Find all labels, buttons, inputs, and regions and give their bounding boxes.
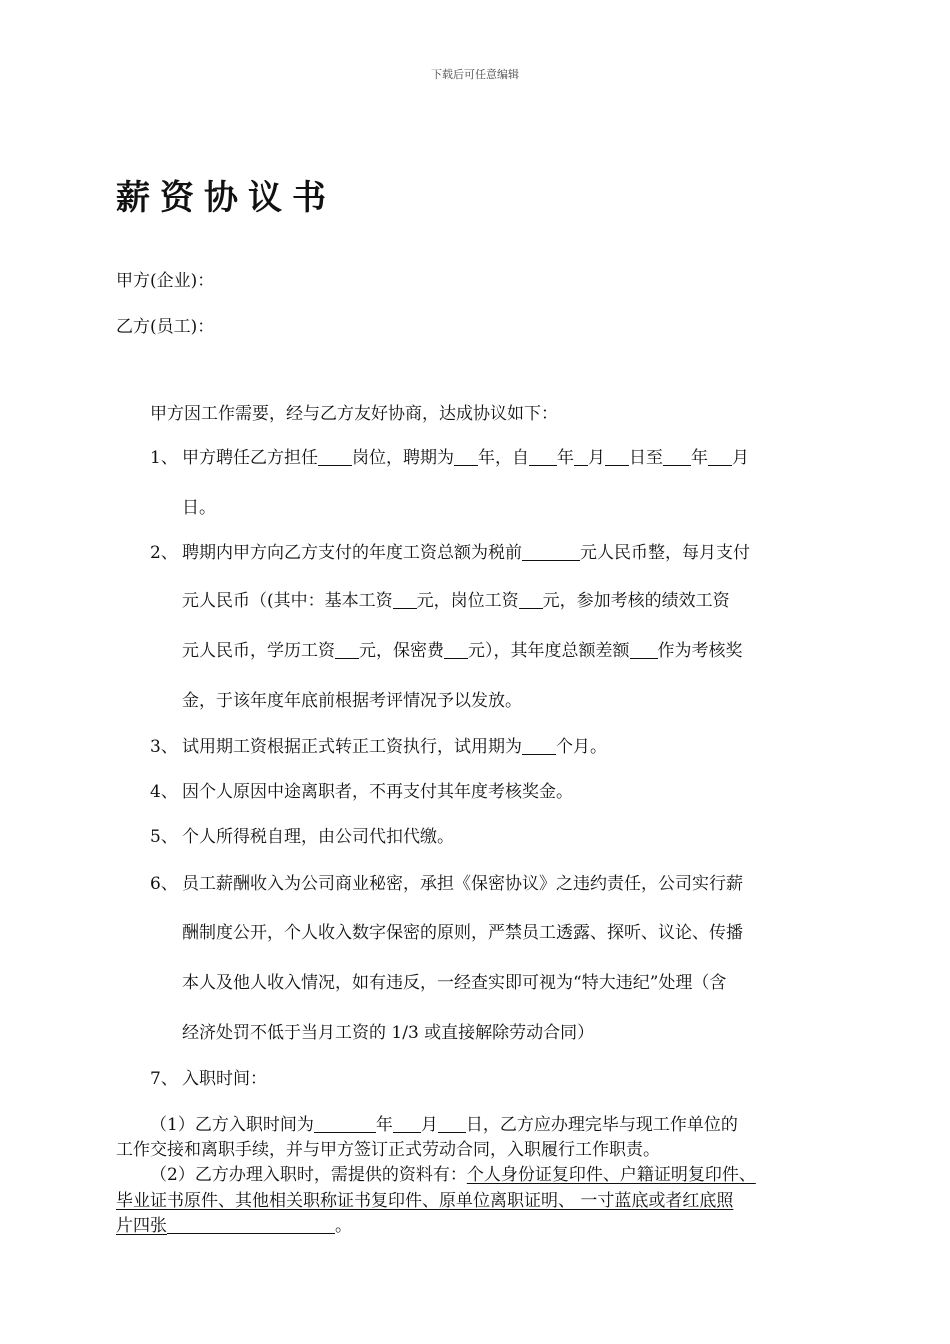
item7-text: 。 <box>335 1216 352 1236</box>
item3-text: 试用期工资根据正式转正工资执行，试用期为 <box>182 737 522 757</box>
item7-title: 入职时间： <box>182 1069 267 1089</box>
item7-sub1-line1 <box>150 1110 738 1135</box>
item2-text: 元人民币整，每月支付 <box>580 543 750 563</box>
item2-number: 2、 <box>150 543 178 563</box>
item1-line2: 日。 <box>182 498 216 518</box>
item1-number: 1、 <box>150 448 178 468</box>
difference-blank <box>630 640 658 659</box>
item4-line: 因个人原因中途离职者，不再支付其年度考核奖金。 <box>182 782 573 802</box>
item2-line4: 金，于该年度年底前根据考评情况予以发放。 <box>182 691 522 711</box>
item2-line3 <box>182 636 743 661</box>
item2-text: 元人民币（(其中：基本工资 <box>182 591 393 611</box>
annual-salary-blank <box>522 542 580 561</box>
post-salary-blank <box>519 590 543 609</box>
item7-text: 日，乙方应办理完毕与现工作单位的 <box>465 1115 738 1135</box>
item5-number: 5、 <box>150 827 178 847</box>
item6-line1: 员工薪酬收入为公司商业秘密，承担《保密协议》之违约责任，公司实行薪 <box>182 874 743 894</box>
start-year-blank <box>529 447 557 466</box>
item1-line1 <box>182 443 749 468</box>
item7-sub2-line3 <box>116 1211 352 1236</box>
item3-line <box>182 732 607 757</box>
party-b-label: 乙方(员工)： <box>116 317 215 337</box>
documents-list-end: 片四张 <box>116 1216 167 1236</box>
item2-text: 元人民币，学历工资 <box>182 641 335 661</box>
item6-line4: 经济处罚不低于当月工资的 1/3 或直接解除劳动合同） <box>182 1023 595 1043</box>
confidentiality-fee-blank <box>444 640 468 659</box>
intro-paragraph: 甲方因工作需要，经与乙方友好协商，达成协议如下： <box>150 404 558 424</box>
item2-text: 元，参加考核的绩效工资 <box>542 591 730 611</box>
item1-text: 年 <box>557 448 574 468</box>
item7-text: （2）乙方办理入职时，需提供的资料有： <box>150 1165 467 1185</box>
item1-text: 甲方聘任乙方担任 <box>182 448 318 468</box>
end-month-blank <box>708 447 732 466</box>
education-salary-blank <box>335 640 359 659</box>
party-a-label: 甲方(企业)： <box>116 271 215 291</box>
item6-number: 6、 <box>150 874 178 894</box>
page-header-note: 下载后可任意编辑 <box>431 68 519 81</box>
end-year-blank <box>663 447 691 466</box>
item2-text: 元，岗位工资 <box>416 591 519 611</box>
item2-line2 <box>182 586 730 611</box>
item2-line1 <box>182 538 750 563</box>
item6-line3: 本人及他人收入情况，如有违反，一经查实即可视为“特大违纪”处理（含 <box>182 973 727 993</box>
document-title: 薪资协议书 <box>116 178 336 218</box>
item2-text: 元），其年度总额差额 <box>468 641 630 661</box>
item3-number: 3、 <box>150 737 178 757</box>
item6-line2: 酬制度公开，个人收入数字保密的原则，严禁员工透露、探听、议论、传播 <box>182 923 743 943</box>
start-month-blank <box>574 447 588 466</box>
item2-text: 作为考核奖 <box>657 641 743 661</box>
item7-text: （1）乙方入职时间为 <box>150 1115 314 1135</box>
item1-text: 月 <box>732 448 749 468</box>
item7-sub2-line2: 毕业证书原件、其他相关职称证书复印件、原单位离职证明、 一寸蓝底或者红底照 <box>116 1191 734 1211</box>
item2-text: 聘期内甲方向乙方支付的年度工资总额为税前 <box>182 543 522 563</box>
entry-year-blank <box>314 1114 376 1133</box>
position-blank <box>318 447 352 466</box>
start-day-blank <box>605 447 629 466</box>
item1-text: 年 <box>691 448 708 468</box>
entry-month-blank <box>393 1114 421 1133</box>
item7-sub2-line1 <box>150 1160 756 1185</box>
item5-line: 个人所得税自理，由公司代扣代缴。 <box>182 827 454 847</box>
item1-text: 日至 <box>629 448 663 468</box>
item3-text: 个月。 <box>556 737 607 757</box>
item1-text: 岗位，聘期为 <box>352 448 454 468</box>
documents-list: 个人身份证复印件、户籍证明复印件、 <box>466 1165 756 1185</box>
entry-day-blank <box>438 1114 466 1133</box>
base-salary-blank <box>393 590 417 609</box>
item4-number: 4、 <box>150 782 178 802</box>
item7-number: 7、 <box>150 1069 178 1089</box>
documents-trailing-blank <box>167 1215 335 1234</box>
item1-text: 年，自 <box>478 448 529 468</box>
item2-text: 元，保密费 <box>359 641 444 661</box>
probation-months-blank <box>522 736 556 755</box>
item7-text: 年 <box>375 1115 393 1135</box>
item7-sub1-line2: 工作交接和离职手续，并与甲方签订正式劳动合同，入职履行工作职责。 <box>116 1140 660 1160</box>
item7-text: 月 <box>420 1115 438 1135</box>
term-years-blank <box>454 447 478 466</box>
item1-text: 月 <box>588 448 605 468</box>
